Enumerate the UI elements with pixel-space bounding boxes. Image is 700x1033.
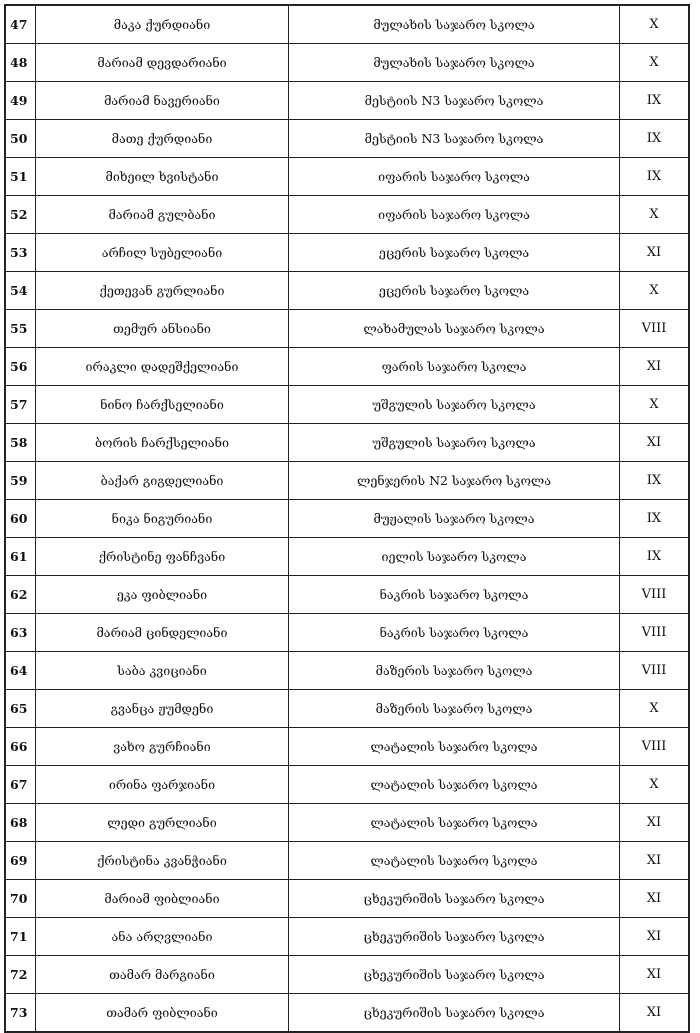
grade-level: X [620,690,690,728]
school-name: ცხეკურიშის საჯარო სკოლა [289,918,620,956]
grade-level: XI [620,234,690,272]
table-row [5,994,689,1033]
school-name: ეცერის საჯარო სკოლა [289,234,620,272]
row-number: 47 [5,5,36,44]
table-row [5,538,689,576]
school-name: ლენჯერის N2 საჯარო სკოლა [289,462,620,500]
student-name: მარიამ დევდარიანი [36,44,289,82]
school-name: უშგულის საჯარო სკოლა [289,386,620,424]
table-row [5,804,689,842]
student-name: მიხეილ ხვისტანი [36,158,289,196]
school-name: ლატალის საჯარო სკოლა [289,804,620,842]
row-number: 59 [5,462,36,500]
table-row [5,234,689,272]
table-row [5,728,689,766]
school-name: ლატალის საჯარო სკოლა [289,842,620,880]
school-name: იფარის საჯარო სკოლა [289,196,620,234]
grade-level: VIII [620,614,690,652]
grade-level: XI [620,994,690,1033]
row-number: 65 [5,690,36,728]
student-name: ბაქარ გიგდელიანი [36,462,289,500]
grade-level: X [620,5,690,44]
student-name: ქრისტინე ფანჩვანი [36,538,289,576]
grade-level: XI [620,918,690,956]
grade-level: XI [620,804,690,842]
student-name: მაკა ქურდიანი [36,5,289,44]
row-number: 52 [5,196,36,234]
table-row [5,386,689,424]
school-name: ლატალის საჯარო სკოლა [289,766,620,804]
grade-level: VIII [620,576,690,614]
table-body [5,5,689,1032]
student-name: გვანცა ჟუმდენი [36,690,289,728]
school-name: მაზერის საჯარო სკოლა [289,690,620,728]
row-number: 51 [5,158,36,196]
student-name: თამარ მარგიანი [36,956,289,994]
grade-level: IX [620,82,690,120]
table-row [5,120,689,158]
grade-level: VIII [620,310,690,348]
school-name: ცხეკურიშის საჯარო სკოლა [289,994,620,1033]
row-number: 64 [5,652,36,690]
school-name: მაზერის საჯარო სკოლა [289,652,620,690]
grade-level: IX [620,462,690,500]
student-name: ირინა ფარჯიანი [36,766,289,804]
row-number: 50 [5,120,36,158]
table-row [5,348,689,386]
row-number: 49 [5,82,36,120]
table-row [5,5,689,44]
grade-level: X [620,196,690,234]
row-number: 72 [5,956,36,994]
grade-level: XI [620,842,690,880]
row-number: 63 [5,614,36,652]
row-number: 57 [5,386,36,424]
school-name: იფარის საჯარო სკოლა [289,158,620,196]
school-name: მესტიის N3 საჯარო სკოლა [289,120,620,158]
row-number: 55 [5,310,36,348]
grade-level: X [620,44,690,82]
school-name: მუჟალის საჯარო სკოლა [289,500,620,538]
school-name: ცხეკურიშის საჯარო სკოლა [289,956,620,994]
row-number: 73 [5,994,36,1033]
grade-level: XI [620,880,690,918]
grade-level: X [620,272,690,310]
student-name: ქეთევან გურლიანი [36,272,289,310]
grade-level: IX [620,120,690,158]
school-name: მულახის საჯარო სკოლა [289,5,620,44]
student-name: საბა კვიციანი [36,652,289,690]
table-row [5,158,689,196]
student-name: მათე ქურდიანი [36,120,289,158]
student-name: ნინო ჩარქსელიანი [36,386,289,424]
school-name: ფარის საჯარო სკოლა [289,348,620,386]
row-number: 70 [5,880,36,918]
table-row [5,918,689,956]
table-row [5,956,689,994]
table-row [5,880,689,918]
table-row [5,272,689,310]
table-row [5,424,689,462]
row-number: 67 [5,766,36,804]
grade-level: IX [620,538,690,576]
table-row [5,576,689,614]
table-row [5,82,689,120]
school-name: მულახის საჯარო სკოლა [289,44,620,82]
row-number: 61 [5,538,36,576]
grade-level: XI [620,424,690,462]
table-row [5,500,689,538]
student-name: არჩილ სუბელიანი [36,234,289,272]
row-number: 60 [5,500,36,538]
row-number: 48 [5,44,36,82]
grade-level: XI [620,348,690,386]
student-name: ნიკა ნიგურიანი [36,500,289,538]
table-row [5,44,689,82]
school-name: ცხეკურიშის საჯარო სკოლა [289,880,620,918]
student-name: ირაკლი დადეშქელიანი [36,348,289,386]
table-row [5,652,689,690]
school-name: იელის საჯარო სკოლა [289,538,620,576]
row-number: 66 [5,728,36,766]
table-row [5,462,689,500]
school-name: ლატალის საჯარო სკოლა [289,728,620,766]
row-number: 68 [5,804,36,842]
table-row [5,690,689,728]
grade-level: X [620,386,690,424]
table-row [5,310,689,348]
table-row [5,766,689,804]
table-row [5,196,689,234]
student-name: ეკა ფიბლიანი [36,576,289,614]
school-name: ეცერის საჯარო სკოლა [289,272,620,310]
grade-level: XI [620,956,690,994]
row-number: 62 [5,576,36,614]
student-name: ბორის ჩარქსელიანი [36,424,289,462]
grade-level: IX [620,158,690,196]
student-name: მარიამ გულბანი [36,196,289,234]
grade-level: X [620,766,690,804]
school-name: ლახამულას საჯარო სკოლა [289,310,620,348]
grade-level: VIII [620,728,690,766]
students-table [4,4,690,1033]
table-row [5,842,689,880]
student-name: ლედი გურლიანი [36,804,289,842]
row-number: 69 [5,842,36,880]
grade-level: VIII [620,652,690,690]
student-name: ანა არღვლიანი [36,918,289,956]
grade-level: IX [620,500,690,538]
row-number: 71 [5,918,36,956]
student-name: მარიამ ნავერიანი [36,82,289,120]
student-name: თემურ ანსიანი [36,310,289,348]
row-number: 58 [5,424,36,462]
school-name: მესტიის N3 საჯარო სკოლა [289,82,620,120]
student-name: მარიამ ცინდელიანი [36,614,289,652]
document-page [4,4,689,1033]
row-number: 53 [5,234,36,272]
school-name: ნაკრის საჯარო სკოლა [289,576,620,614]
row-number: 56 [5,348,36,386]
student-name: ქრისტინა კვანჭიანი [36,842,289,880]
table-row [5,614,689,652]
student-name: ვახო გურჩიანი [36,728,289,766]
row-number: 54 [5,272,36,310]
student-name: მარიამ ფიბლიანი [36,880,289,918]
school-name: ნაკრის საჯარო სკოლა [289,614,620,652]
student-name: თამარ ფიბლიანი [36,994,289,1033]
school-name: უშგულის საჯარო სკოლა [289,424,620,462]
